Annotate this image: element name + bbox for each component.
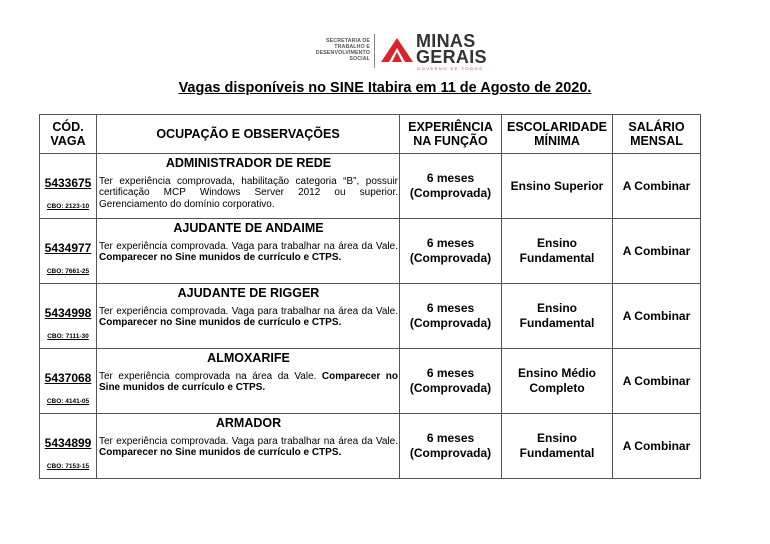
header-experience: [400, 115, 502, 154]
secretaria-line: TRABALHO E: [334, 44, 370, 50]
job-code-cell: [40, 349, 97, 414]
education-line: Ensino: [536, 301, 577, 315]
job-table: [39, 114, 701, 479]
experience-line: (Comprovada): [409, 186, 492, 200]
occupation-description: [99, 241, 398, 264]
experience-line: (Comprovada): [409, 316, 492, 330]
brand-line-1: MINAS: [416, 31, 476, 51]
page-title: Vagas disponíveis no SINE Itabira em 11 de Agosto de 2020.: [178, 80, 592, 96]
header-education-line: MÍNIMA: [534, 134, 580, 148]
brand-slogan: GOVERNO DE TODOS: [417, 66, 484, 71]
education-line: Ensino Médio: [518, 366, 596, 380]
job-code: 5434899: [44, 436, 92, 450]
minas-gerais-logo-text: [416, 33, 487, 65]
education-line: Ensino: [536, 431, 577, 445]
experience-line: 6 meses: [426, 301, 475, 315]
secretaria-line: SOCIAL: [349, 56, 370, 62]
occupation-cell: [97, 349, 400, 414]
experience-cell: [400, 414, 502, 479]
secretaria-line: DESENVOLVIMENTO: [315, 50, 370, 56]
experience-cell: [400, 154, 502, 219]
salary-cell: A Combinar: [613, 349, 701, 414]
cbo-code: CBO: 7661-25: [46, 268, 90, 275]
occupation-title: ADMINISTRADOR DE REDE: [165, 156, 332, 170]
header-salary: [613, 115, 701, 154]
education-cell: [502, 219, 613, 284]
experience-line: 6 meses: [426, 171, 475, 185]
job-code-cell: [40, 154, 97, 219]
secretaria-line: SECRETARIA DE: [326, 38, 370, 44]
education-line: Ensino: [536, 236, 577, 250]
description-text: Ter experiência comprovada, habilitação categoria “B”, possuir certificação MCP Windows Server 2012 ou superior. Gerenciamento do domínio corporativo.: [99, 176, 398, 210]
salary-cell: A Combinar: [613, 414, 701, 479]
header-code-line: VAGA: [50, 134, 86, 148]
description-text: Ter experiência comprovada. Vaga para trabalhar na área da Vale.: [99, 436, 398, 447]
secretaria-logo-text: [282, 38, 370, 62]
experience-line: (Comprovada): [409, 251, 492, 265]
header-education: [502, 115, 613, 154]
salary-cell: A Combinar: [613, 284, 701, 349]
table-row: [40, 414, 701, 479]
cbo-code: CBO: 4141-05: [46, 398, 90, 405]
job-code-cell: [40, 414, 97, 479]
education-cell: [502, 414, 613, 479]
description-text: Ter experiência comprovada na área da Vale.: [99, 371, 322, 382]
education-line: Ensino Superior: [510, 178, 604, 193]
education-line: Fundamental: [519, 316, 595, 330]
salary-cell: A Combinar: [613, 154, 701, 219]
job-code-cell: [40, 219, 97, 284]
experience-cell: [400, 284, 502, 349]
experience-line: 6 meses: [426, 431, 475, 445]
table-row: [40, 349, 701, 414]
header-occupation: OCUPAÇÃO E OBSERVAÇÕES: [97, 115, 400, 154]
header-experience-line: EXPERIÊNCIA: [408, 120, 493, 134]
description-text: Ter experiência comprovada. Vaga para trabalhar na área da Vale.: [99, 241, 398, 252]
occupation-cell: [97, 284, 400, 349]
header-code-line: CÓD.: [52, 120, 84, 134]
table-header-row: [40, 115, 701, 154]
document-header: [270, 30, 510, 72]
brand-line-2: GERAIS: [416, 47, 487, 67]
table-row: [40, 219, 701, 284]
job-code: 5434998: [44, 306, 92, 320]
occupation-cell: [97, 219, 400, 284]
occupation-title: AJUDANTE DE ANDAIME: [173, 221, 324, 235]
cbo-code: CBO: 7111-30: [47, 333, 89, 340]
header-code: [40, 115, 97, 154]
education-cell: [502, 349, 613, 414]
description-bold-text: Comparecer no Sine munidos de currículo e CTPS.: [99, 317, 342, 329]
job-code: 5433675: [44, 176, 92, 190]
salary-cell: A Combinar: [613, 219, 701, 284]
cbo-code: CBO: 2123-10: [46, 203, 90, 210]
logo-divider: [374, 34, 375, 68]
job-code-cell: [40, 284, 97, 349]
experience-cell: [400, 219, 502, 284]
description-bold-text: Comparecer no Sine munidos de currículo e CTPS.: [99, 252, 342, 264]
education-line: Fundamental: [519, 446, 595, 460]
description-bold-text: Comparecer no Sine munidos de currículo e CTPS.: [99, 371, 399, 394]
cbo-code: CBO: 7153-15: [46, 463, 90, 470]
job-code: 5434977: [44, 241, 92, 255]
header-education-line: ESCOLARIDADE: [506, 120, 607, 134]
experience-line: (Comprovada): [409, 446, 492, 460]
occupation-cell: [97, 154, 400, 219]
education-line: Fundamental: [519, 251, 595, 265]
education-cell: [502, 284, 613, 349]
occupation-description: [99, 436, 398, 459]
occupation-description: [99, 176, 398, 210]
header-experience-line: NA FUNÇÃO: [413, 134, 488, 148]
experience-line: (Comprovada): [409, 381, 492, 395]
job-code: 5437068: [44, 371, 92, 385]
description-bold-text: Comparecer no Sine munidos de currículo e CTPS.: [99, 447, 342, 459]
experience-cell: [400, 349, 502, 414]
table-row: [40, 154, 701, 219]
description-text: Ter experiência comprovada. Vaga para trabalhar na área da Vale.: [99, 306, 398, 317]
occupation-title: ALMOXARIFE: [207, 351, 290, 365]
experience-line: 6 meses: [426, 366, 475, 380]
table-row: [40, 284, 701, 349]
occupation-title: ARMADOR: [215, 416, 282, 430]
occupation-title: AJUDANTE DE RIGGER: [177, 286, 320, 300]
education-cell: [502, 154, 613, 219]
occupation-description: [99, 306, 398, 329]
header-salary-line: MENSAL: [630, 134, 683, 148]
education-line: Completo: [529, 381, 585, 395]
occupation-description: [99, 371, 398, 394]
occupation-cell: [97, 414, 400, 479]
header-salary-line: SALÁRIO: [628, 120, 685, 134]
minas-gerais-triangle-icon: [380, 36, 414, 64]
experience-line: 6 meses: [426, 236, 475, 250]
